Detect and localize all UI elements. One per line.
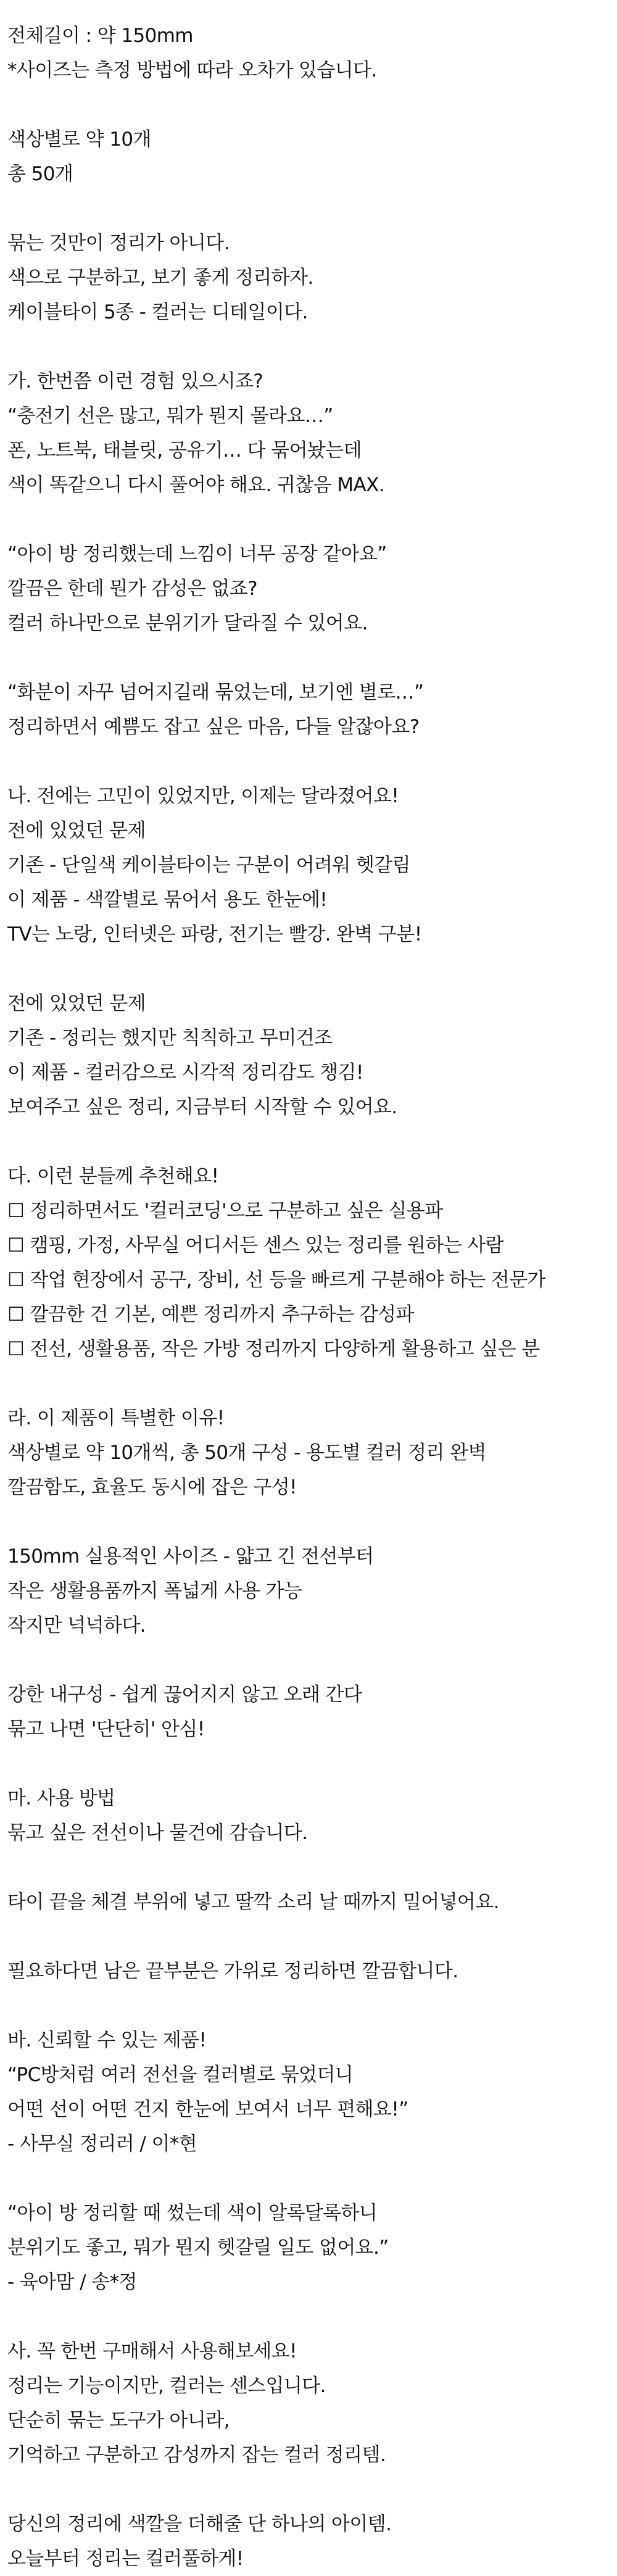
section-gap bbox=[7, 744, 617, 779]
text-line: 기존 - 단일색 케이블타이는 구분이 어려워 헷갈림 bbox=[7, 854, 411, 876]
text-line: 색이 똑같으니 다시 풀어야 해요. 귀찮음 MAX. bbox=[7, 474, 384, 496]
text-section bbox=[7, 226, 617, 330]
text-line: 작은 생활용품까지 폭넓게 사용 가능 bbox=[7, 1580, 302, 1602]
text-line: 폰, 노트북, 태블릿, 공유기… 다 묶어놨는데 bbox=[7, 439, 362, 462]
text-line: 색상별로 약 10개 bbox=[7, 128, 151, 151]
text-line: “아이 방 정리했는데 느낌이 너무 공장 같아요” bbox=[7, 543, 387, 565]
text-line: 필요하다면 남은 끝부분은 가위로 정리하면 깔끔합니다. bbox=[7, 1960, 458, 1982]
text-section bbox=[7, 1677, 617, 1747]
text-section bbox=[7, 1401, 617, 1505]
text-line: 사. 꼭 한번 구매해서 사용해보세요! bbox=[7, 2340, 297, 2362]
text-line: ☐ 전선, 생활용품, 작은 가방 정리까지 다양하게 활용하고 싶은 분 bbox=[7, 1338, 540, 1360]
text-line: 나. 전에는 고민이 있었지만, 이제는 달라졌어요! bbox=[7, 785, 399, 807]
text-line: 묶는 것만이 정리가 아니다. bbox=[7, 232, 230, 254]
text-section bbox=[7, 537, 617, 641]
section-gap bbox=[7, 952, 617, 986]
text-line: 이 제품 - 컬러감으로 시각적 정리감도 챙김! bbox=[7, 1062, 363, 1084]
section-gap bbox=[7, 641, 617, 675]
text-section bbox=[7, 1781, 617, 1850]
text-line: 바. 신뢰할 수 있는 제품! bbox=[7, 2029, 207, 2051]
text-line: - 육아맘 / 송*정 bbox=[7, 2271, 137, 2293]
text-line: 강한 내구성 - 쉽게 끊어지지 않고 오래 간다 bbox=[7, 1684, 362, 1706]
description-content bbox=[7, 19, 617, 2576]
text-line: 묶고 나면 '단단히' 안심! bbox=[7, 1718, 205, 1740]
text-section bbox=[7, 2196, 617, 2300]
text-section bbox=[7, 122, 617, 191]
text-section bbox=[7, 19, 617, 88]
section-gap bbox=[7, 88, 617, 122]
section-gap bbox=[7, 1505, 617, 1539]
text-line: 보여주고 싶은 정리, 지금부터 시작할 수 있어요. bbox=[7, 1096, 397, 1118]
text-section bbox=[7, 2507, 617, 2576]
section-gap bbox=[7, 2472, 617, 2507]
text-line: 깔끔함도, 효율도 동시에 잡은 구성! bbox=[7, 1476, 297, 1498]
text-line: 묶고 싶은 전선이나 물건에 감습니다. bbox=[7, 1822, 308, 1844]
text-section bbox=[7, 2334, 617, 2472]
section-gap bbox=[7, 1988, 617, 2023]
text-line: 기존 - 정리는 했지만 칙칙하고 무미건조 bbox=[7, 1027, 333, 1049]
text-section bbox=[7, 1954, 617, 1988]
text-line: 150mm 실용적인 사이즈 - 얇고 긴 전선부터 bbox=[7, 1545, 374, 1568]
section-gap bbox=[7, 330, 617, 364]
text-line: 정리하면서 예쁨도 잡고 싶은 마음, 다들 알잖아요? bbox=[7, 716, 420, 738]
text-line: 분위기도 좋고, 뭐가 뭔지 헷갈릴 일도 없어요.” bbox=[7, 2237, 389, 2259]
text-line: 가. 한번쯤 이런 경험 있으시죠? bbox=[7, 370, 263, 393]
text-section bbox=[7, 1885, 617, 1919]
text-line: 마. 사용 방법 bbox=[7, 1787, 115, 1809]
text-line: TV는 노랑, 인터넷은 파랑, 전기는 빨강. 완벽 구분! bbox=[7, 923, 422, 945]
text-line: “충전기 선은 많고, 뭐가 뭔지 몰라요…” bbox=[7, 405, 333, 427]
section-gap bbox=[7, 2161, 617, 2196]
text-line: 전체길이 : 약 150mm bbox=[7, 25, 193, 47]
text-line: 라. 이 제품이 특별한 이유! bbox=[7, 1407, 225, 1429]
text-line: 당신의 정리에 색깔을 더해줄 단 하나의 아이템. bbox=[7, 2513, 392, 2535]
text-section bbox=[7, 779, 617, 952]
text-line: 작지만 넉넉하다. bbox=[7, 1614, 146, 1637]
text-line: ☐ 작업 현장에서 공구, 장비, 선 등을 빠르게 구분해야 하는 전문가 bbox=[7, 1269, 545, 1291]
text-line: 색으로 구분하고, 보기 좋게 정리하자. bbox=[7, 267, 313, 289]
text-line: ☐ 깔끔한 건 기본, 예쁜 정리까지 추구하는 감성파 bbox=[7, 1303, 414, 1326]
text-line: 전에 있었던 문제 bbox=[7, 992, 146, 1015]
text-section bbox=[7, 1539, 617, 1643]
text-section bbox=[7, 1159, 617, 1366]
section-gap bbox=[7, 1643, 617, 1677]
text-line: 색상별로 약 10개씩, 총 50개 구성 - 용도별 컬러 정리 완벽 bbox=[7, 1442, 486, 1464]
section-gap bbox=[7, 1747, 617, 1781]
text-section bbox=[7, 2023, 617, 2161]
text-line: 총 50개 bbox=[7, 163, 73, 185]
text-line: ☐ 캠핑, 가정, 사무실 어디서든 센스 있는 정리를 원하는 사람 bbox=[7, 1234, 503, 1257]
text-line: ☐ 정리하면서도 '컬러코딩'으로 구분하고 싶은 실용파 bbox=[7, 1200, 443, 1222]
text-line: 정리는 기능이지만, 컬러는 센스입니다. bbox=[7, 2375, 326, 2397]
section-gap bbox=[7, 191, 617, 226]
text-section bbox=[7, 986, 617, 1124]
text-line: 기억하고 구분하고 감성까지 잡는 컬러 정리템. bbox=[7, 2444, 386, 2466]
text-line: “화분이 자꾸 넘어지길래 묶었는데, 보기엔 별로…” bbox=[7, 681, 424, 704]
text-line: 케이블타이 5종 - 컬러는 디테일이다. bbox=[7, 301, 308, 323]
text-line: 어떤 선이 어떤 건지 한눈에 보여서 너무 편해요!” bbox=[7, 2098, 408, 2121]
section-gap bbox=[7, 502, 617, 537]
text-line: 타이 끝을 체결 부위에 넣고 딸깍 소리 날 때까지 밀어넣어요. bbox=[7, 1891, 499, 1913]
section-gap bbox=[7, 1919, 617, 1954]
text-line: 이 제품 - 색깔별로 묶어서 용도 한눈에! bbox=[7, 889, 328, 911]
section-gap bbox=[7, 2300, 617, 2334]
section-gap bbox=[7, 1124, 617, 1159]
text-line: 오늘부터 정리는 컬러풀하게! bbox=[7, 2548, 244, 2570]
section-gap bbox=[7, 1366, 617, 1401]
text-line: 전에 있었던 문제 bbox=[7, 820, 146, 842]
text-line: - 사무실 정리러 / 이*현 bbox=[7, 2133, 197, 2155]
text-line: 다. 이런 분들께 추천해요! bbox=[7, 1165, 219, 1187]
text-line: 깔끔은 한데 뭔가 감성은 없죠? bbox=[7, 578, 258, 600]
text-line: 단순히 묶는 도구가 아니라, bbox=[7, 2409, 230, 2432]
text-line: “PC방처럼 여러 전선을 컬러별로 묶었더니 bbox=[7, 2064, 354, 2086]
text-line: *사이즈는 측정 방법에 따라 오차가 있습니다. bbox=[7, 59, 377, 81]
text-line: “아이 방 정리할 때 썼는데 색이 알록달록하니 bbox=[7, 2202, 378, 2224]
text-line: 컬러 하나만으로 분위기가 달라질 수 있어요. bbox=[7, 612, 368, 634]
text-section bbox=[7, 364, 617, 502]
text-section bbox=[7, 675, 617, 744]
section-gap bbox=[7, 1850, 617, 1885]
